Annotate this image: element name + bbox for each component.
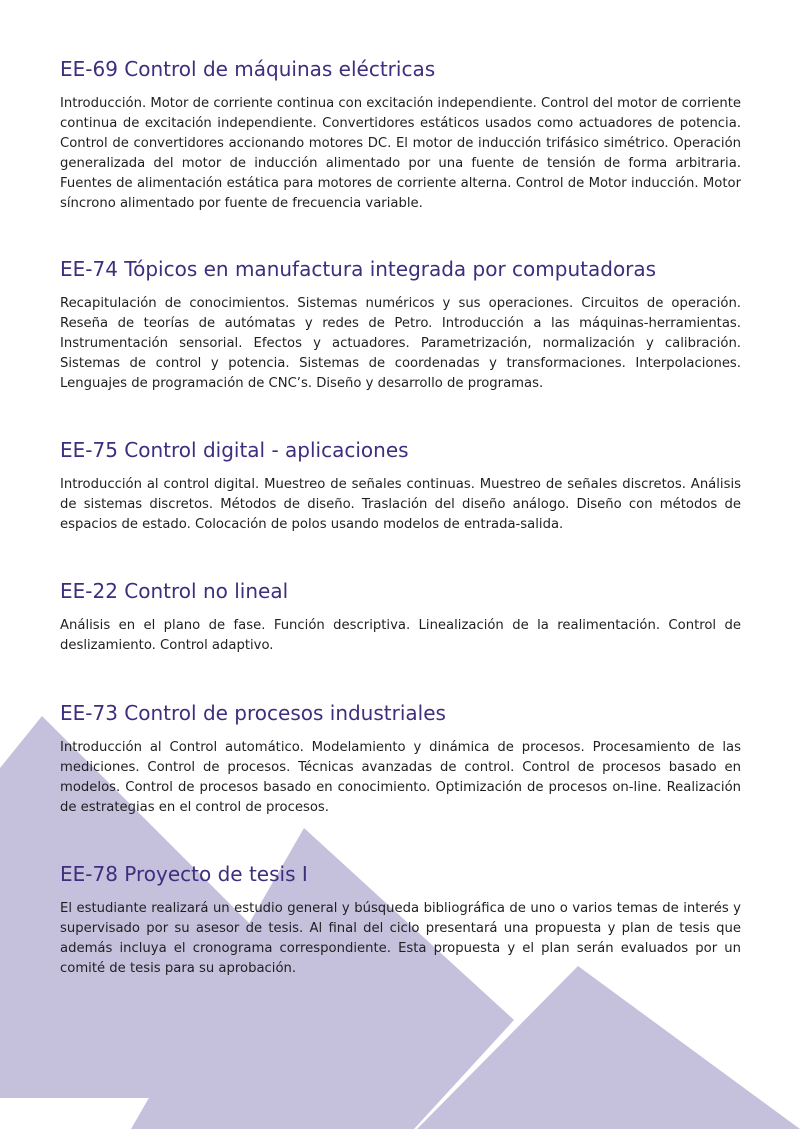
course-description: Recapitulación de conocimientos. Sistemas numéricos y sus operaciones. Circuitos de operación. Reseña de teorías de autómatas y redes de Petro. Introducción a las máquinas-herramientas. Instrumentación sensorial. Efectos y actuadores. Parametrización, normalización y calibración. Sistemas de control y potencia. Sistemas de coordenadas y transformaciones. Interpolaciones. Lenguajes de programación de CNC’s. Diseño y desarrollo de programas. bbox=[60, 296, 741, 391]
course-description: El estudiante realizará un estudio general y búsqueda bibliográfica de uno o varios temas de interés y supervisado por su asesor de tesis. Al final del ciclo presentará una propuesta y plan de tesis que además incluya el cronograma correspondiente. Esta propuesta y el plan serán evaluados por un comité de tesis para su aprobación. bbox=[60, 901, 741, 976]
course-description: Análisis en el plano de fase. Función descriptiva. Linealización de la realimentación. Control de deslizamiento. Control adaptivo. bbox=[60, 618, 741, 653]
course-title: EE-78 Proyecto de tesis I bbox=[60, 862, 308, 886]
course-description: Introducción. Motor de corriente continua con excitación independiente. Control del motor de corriente continua de excitación independiente. Convertidores estáticos usados como actuadores de potencia. Control de convertidores accionando motores DC. El motor de inducción trifásico simétrico. Operación generalizada del motor de inducción alimentado por una fuente de tensión de forma arbitraria. Fuentes de alimentación estática para motores de corriente alterna. Control de Motor inducción. Motor síncrono alimentado por fuente de frecuencia variable. bbox=[60, 96, 741, 211]
course-description: Introducción al Control automático. Modelamiento y dinámica de procesos. Procesamiento de las mediciones. Control de procesos. Técnicas avanzadas de control. Control de procesos basado en modelos. Control de procesos basado en conocimiento. Optimización de procesos on-line. Realización de estrategias en el control de procesos. bbox=[60, 740, 741, 815]
course-title: EE-22 Control no lineal bbox=[60, 579, 289, 603]
course-section-ee74 bbox=[60, 256, 741, 394]
course-title: EE-75 Control digital - aplicaciones bbox=[60, 438, 409, 462]
course-description: Introducción al control digital. Muestreo de señales continuas. Muestreo de señales discretos. Análisis de sistemas discretos. Métodos de diseño. Traslación del diseño análogo. Diseño con métodos de espacios de estado. Colocación de polos usando modelos de entrada-salida. bbox=[60, 477, 741, 532]
course-section-ee22 bbox=[60, 578, 741, 656]
course-section-ee78 bbox=[60, 861, 741, 979]
course-section-ee69 bbox=[60, 56, 741, 214]
course-section-ee75 bbox=[60, 437, 741, 535]
course-section-ee73 bbox=[60, 700, 741, 818]
course-title: EE-69 Control de máquinas eléctricas bbox=[60, 57, 436, 81]
course-title: EE-74 Tópicos en manufactura integrada por computadoras bbox=[60, 257, 657, 281]
course-title: EE-73 Control de procesos industriales bbox=[60, 701, 446, 725]
